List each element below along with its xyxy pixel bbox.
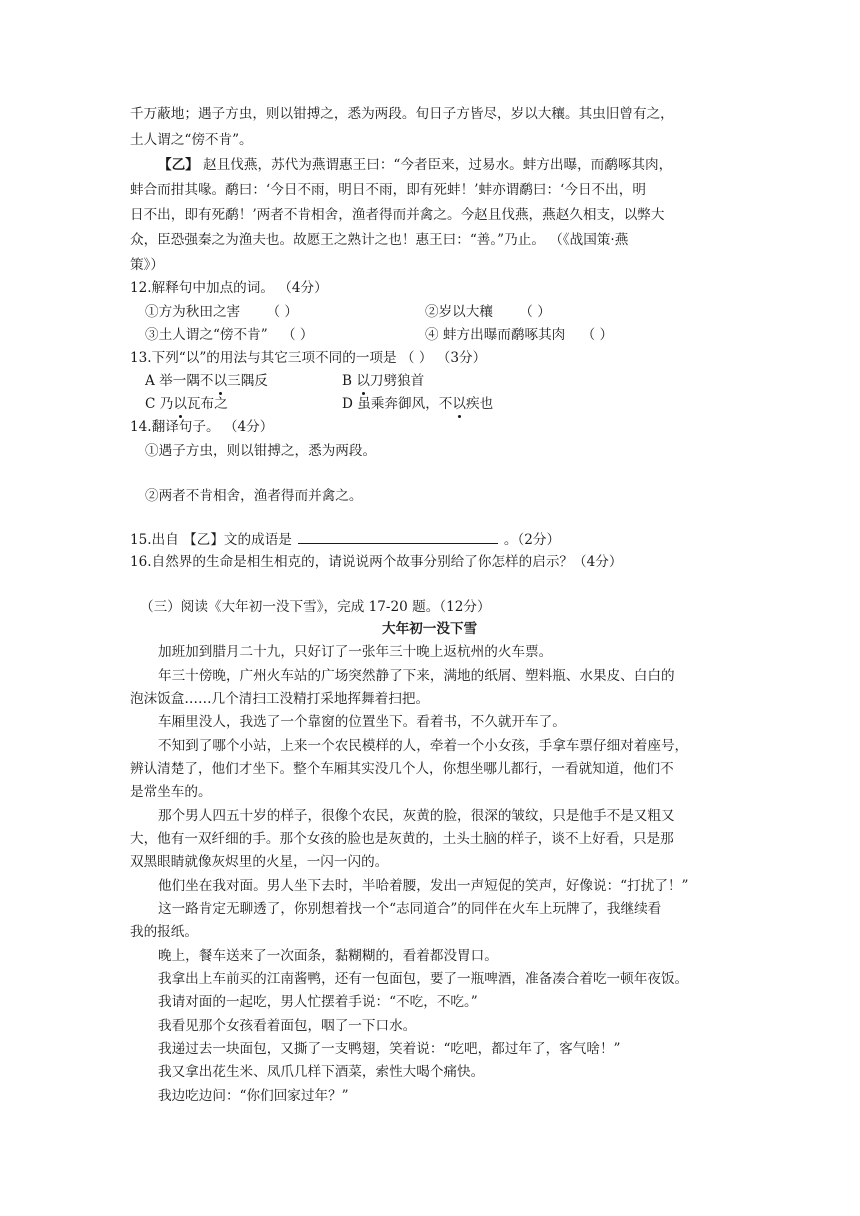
- emphasis-dot-char: 以: [356, 373, 370, 389]
- q12-item-1-answer-blank[interactable]: （ ）: [266, 304, 298, 320]
- q13-option-c-text: 瓦布之: [186, 396, 228, 412]
- q13-option-c-text: C 乃: [145, 396, 174, 412]
- passage-b-line: 日不出，即有死鹬！’两者不肯相舍，渔者得而并禽之。今赵且伐燕，燕赵久相支，以弊大: [130, 207, 665, 223]
- q12-item-3: [145, 325, 314, 345]
- passage-b-line: [158, 155, 672, 175]
- q12-item-4-answer-blank[interactable]: （ ）: [581, 327, 614, 343]
- article-paragraph: 我边吃边问：“你们回家过年？”: [158, 1088, 349, 1104]
- article-paragraph: 这一路肯定无聊透了，你别想着找一个“志同道合”的同伴在火车上玩牌了，我继续看: [158, 901, 662, 917]
- question-15-text: 。（2分）: [503, 532, 561, 548]
- emphasis-dot-char: 以: [213, 373, 228, 389]
- emphasis-dot-char: 以: [452, 396, 466, 412]
- q13-option-d[interactable]: [342, 394, 493, 414]
- article-title: 大年初一没下雪: [382, 621, 478, 637]
- q13-option-a-text: A 举一隅不: [145, 373, 214, 389]
- article-paragraph: 辨认清楚了，他们才坐下。整个车厢其实没几个人，你想坐哪儿都行，一看就知道，他们不: [130, 761, 674, 777]
- article-paragraph: 双黑眼睛就像灰烬里的火星，一闪一闪的。: [130, 854, 389, 870]
- article-paragraph: 加班加到腊月二十九，只好订了一张年三十晚上返杭州的火车票。: [158, 644, 553, 660]
- q12-item-2-text: ②岁以大穰: [425, 304, 493, 320]
- q13-option-c[interactable]: [145, 394, 228, 414]
- passage-b-line: 众，臣恐强秦之为渔夫也。故愿王之熟计之也！惠王曰：“善。”乃止。 （《战国策·燕: [130, 232, 629, 248]
- q12-item-2-answer-blank[interactable]: （ ）: [519, 304, 551, 320]
- article-paragraph: 车厢里没人，我选了一个靠窗的位置坐下。看着书，不久就开车了。: [158, 714, 566, 730]
- question-12-stem: 12.解释句中加点的词。 （4分）: [130, 280, 328, 296]
- passage-b-line: 策》）: [130, 257, 164, 273]
- q14-sentence-1: ①遇子方虫，则以钳搏之，悉为两段。: [145, 443, 377, 459]
- question-15-text: 15.出自 【乙】文的成语是: [130, 532, 292, 548]
- emphasis-dot-char: 以: [173, 396, 187, 412]
- article-paragraph: 我请对面的一起吃，男人忙摆着手说：“不吃，不吃。”: [158, 994, 478, 1010]
- article-paragraph: 不知到了哪个小站，上来一个农民模样的人，牵着一个小女孩，手拿车票仔细对着座号，: [158, 738, 689, 754]
- question-15: [130, 529, 560, 550]
- passage-a-line: 千万蔽地；遇子方虫，则以钳搏之，悉为两段。旬日子方皆尽，岁以大穰。其虫旧曾有之，: [130, 106, 674, 122]
- article-paragraph: 年三十傍晚，广州火车站的广场突然静了下来，满地的纸屑、塑料瓶、水果皮、白白的: [158, 668, 675, 684]
- q13-option-a[interactable]: [145, 371, 268, 391]
- article-paragraph: 我递过去一块面包，又撕了一支鸭翅，笑着说：“吃吧，都过年了，客气啥！”: [158, 1041, 621, 1057]
- passage-b-text: 赵且伐燕，苏代为燕谓惠王曰：“今者臣来，过易水。蚌方出曝，而鹬啄其肉，: [203, 157, 673, 173]
- q14-sentence-2: ②两者不肯相舍，渔者得而并禽之。: [145, 488, 363, 504]
- q13-option-a-text: 三隅反: [227, 373, 268, 389]
- article-paragraph: 我又拿出花生米、凤爪几样下酒菜，索性大喝个痛快。: [158, 1064, 485, 1080]
- q13-option-b-text: 刀劈狼首: [369, 373, 425, 389]
- passage-a-line: 土人谓之“傍不肯”。: [130, 132, 253, 148]
- passage-b-line: 蚌合而拑其喙。鹬曰：‘今日不雨，明日不雨，即有死蚌！’蚌亦谓鹬曰：‘今日不出，明: [130, 182, 646, 198]
- q12-item-3-text: ③土人谓之“傍不肯”: [145, 327, 268, 343]
- q12-item-4-text: ④ 蚌方出曝而鹬啄其肉: [425, 327, 566, 343]
- q12-item-1: [145, 302, 298, 322]
- q13-option-d-text: 疾也: [465, 396, 494, 412]
- q12-item-4: [425, 325, 613, 345]
- article-paragraph: 我拿出上车前买的江南酱鸭，还有一包面包，要了一瓶啤酒，准备凑合着吃一顿年夜饭。: [158, 971, 689, 987]
- article-paragraph: 晚上，餐车送来了一次面条，黏糊糊的，看着都没胃口。: [158, 948, 498, 964]
- question-13-stem: 13.下列“以”的用法与其它三项不同的一项是 （ ） （3分）: [130, 350, 487, 366]
- article-paragraph: 泡沫饭盒……几个清扫工没精打采地挥舞着扫把。: [130, 691, 430, 707]
- section-3-heading: （三）阅读《大年初一没下雪》，完成 17-20 题。（12分）: [140, 599, 491, 615]
- article-paragraph: 那个男人四五十岁的样子，很像个农民，灰黄的脸，很深的皱纹，只是他手不是又粗又: [158, 808, 675, 824]
- q13-option-d-text: D 虽乘奔御风，不: [342, 396, 453, 412]
- article-paragraph: 我看见那个女孩看着面包，咽了一下口水。: [158, 1018, 417, 1034]
- article-paragraph: 他们坐在我对面。男人坐下去时，半哈着腰，发出一声短促的笑声，好像说：“打扰了！”: [158, 878, 689, 894]
- q12-item-2: [425, 302, 551, 322]
- question-16-stem: 16.自然界的生命是相生相克的，请说说两个故事分别给了你怎样的启示？（4分）: [130, 554, 623, 570]
- q12-item-3-answer-blank[interactable]: （ ）: [281, 327, 314, 343]
- article-paragraph: 大，他有一双纤细的手。那个女孩的脸也是灰黄的，土头土脑的样子，谈不上好看，只是那: [130, 831, 674, 847]
- q13-option-b-text: B: [342, 373, 357, 389]
- question-14-stem: 14.翻译句子。 （4分）: [130, 419, 274, 435]
- article-paragraph: 是常坐车的。: [130, 784, 212, 800]
- q12-item-1-text: ①方为秋田之害: [145, 304, 241, 320]
- passage-b-tag: 【乙】: [158, 157, 199, 173]
- q15-answer-blank[interactable]: [298, 529, 498, 544]
- article-paragraph: 我的报纸。: [130, 924, 198, 940]
- q13-option-b[interactable]: [342, 371, 424, 391]
